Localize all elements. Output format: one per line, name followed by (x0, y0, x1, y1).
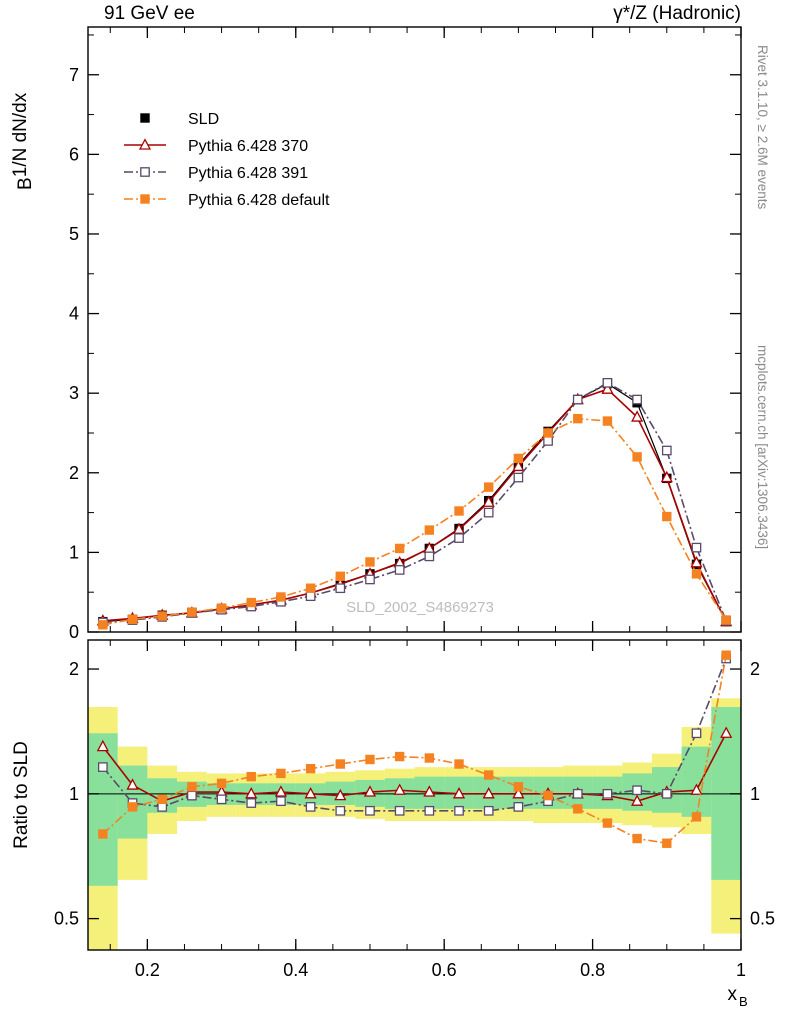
series-marker (544, 429, 552, 437)
series-marker (306, 592, 314, 600)
series-marker (692, 570, 700, 578)
series-marker (574, 790, 582, 798)
series-marker (188, 608, 196, 616)
series-marker (425, 552, 433, 560)
series-marker (366, 575, 374, 583)
series-marker (574, 414, 582, 422)
series-marker (514, 803, 522, 811)
header-left: 91 GeV ee (104, 3, 195, 24)
ratio-ytick-label: 1 (68, 783, 79, 804)
series-marker (128, 803, 136, 811)
series-marker (455, 807, 463, 815)
series-marker (336, 760, 344, 768)
ratio-xtick-label: 0.4 (283, 960, 309, 980)
series-line-pythia-6-428-default (103, 419, 726, 625)
series-marker (574, 805, 582, 813)
series-marker (485, 771, 493, 779)
ratio-xtick-label: 0.6 (431, 960, 457, 980)
series-marker (603, 379, 611, 387)
series-marker (277, 769, 285, 777)
main-ytick-label: 0 (68, 622, 79, 642)
series-marker (663, 512, 671, 520)
ratio-xtick-label: 0.2 (134, 960, 160, 980)
series-marker (514, 454, 522, 462)
series-marker (217, 779, 225, 787)
main-panel-frame (88, 27, 741, 632)
series-marker (395, 566, 403, 574)
main-ytick-label: 3 (68, 383, 79, 404)
series-marker (663, 790, 671, 798)
series-marker (633, 395, 641, 403)
legend-label-2: Pythia 6.428 391 (188, 165, 309, 182)
series-marker (395, 544, 403, 552)
series-marker (722, 616, 730, 624)
series-marker (574, 395, 582, 403)
series-marker (158, 795, 166, 803)
series-marker (217, 795, 225, 803)
series-marker (603, 417, 611, 425)
series-marker (99, 621, 107, 629)
legend-label-1: Pythia 6.428 370 (188, 138, 309, 155)
main-ylabel: 1/N dN/dx (10, 92, 31, 178)
series-marker (544, 437, 552, 445)
series-marker (455, 534, 463, 542)
legend-marker-2 (141, 168, 149, 176)
ratio-ytick-label: 2 (68, 659, 79, 680)
ratio-xtick-label: 0.8 (580, 960, 606, 980)
series-marker (366, 755, 374, 763)
series-marker (306, 584, 314, 592)
series-marker (425, 754, 433, 762)
series-marker (336, 584, 344, 592)
series-marker (544, 791, 552, 799)
main-ylabel-sub: B (15, 177, 36, 190)
series-marker (306, 803, 314, 811)
series-marker (603, 790, 611, 798)
side-label-mcplots: mcplots.cern.ch [arXiv:1306.3436] (755, 345, 770, 550)
series-marker (603, 819, 611, 827)
main-ytick-label: 2 (68, 462, 79, 483)
main-ytick-label: 5 (68, 223, 79, 244)
series-marker (722, 651, 730, 659)
legend-label-0: SLD (188, 111, 220, 128)
side-label-rivet: Rivet 3.1.10, ≥ 2.6M events (755, 45, 770, 210)
series-marker (336, 572, 344, 580)
main-ytick-label: 4 (68, 303, 79, 324)
series-marker (99, 830, 107, 838)
series-marker (455, 760, 463, 768)
series-marker (455, 507, 463, 515)
ratio-ytick-label-right: 2 (750, 659, 761, 680)
series-marker (217, 604, 225, 612)
series-marker (247, 799, 255, 807)
series-marker (514, 783, 522, 791)
series-marker (306, 764, 314, 772)
series-marker (158, 612, 166, 620)
series-marker (277, 593, 285, 601)
plot-watermark: SLD_2002_S4869273 (346, 599, 494, 616)
series-marker (425, 807, 433, 815)
series-marker (633, 834, 641, 842)
series-marker (277, 797, 285, 805)
ratio-ytick-label: 0.5 (53, 908, 79, 929)
ratio-band-inner (682, 747, 712, 817)
series-marker (247, 772, 255, 780)
series-marker (395, 752, 403, 760)
ratio-ytick-label-right: 0.5 (750, 908, 776, 929)
ratio-band-inner (88, 733, 118, 886)
legend-marker-0 (141, 114, 149, 122)
series-marker (128, 615, 136, 623)
main-ytick-label: 6 (68, 144, 79, 165)
series-marker (366, 807, 374, 815)
main-ytick-label: 7 (68, 64, 79, 85)
series-line-pythia-6-428-370 (103, 389, 726, 621)
xlabel: x (727, 984, 737, 1005)
series-marker (633, 453, 641, 461)
series-marker (336, 807, 344, 815)
series-marker (692, 543, 700, 551)
series-marker (485, 508, 493, 516)
legend-label-3: Pythia 6.428 default (188, 192, 330, 209)
series-marker (485, 807, 493, 815)
series-marker (663, 839, 671, 847)
series-marker (692, 813, 700, 821)
ratio-xtick-label: 1 (735, 960, 747, 980)
series-marker (663, 446, 671, 454)
series-marker (425, 526, 433, 534)
series-marker (99, 763, 107, 771)
series-marker (692, 729, 700, 737)
series-marker (395, 807, 403, 815)
series-marker (633, 786, 641, 794)
main-ytick-label: 1 (68, 542, 79, 563)
series-marker (485, 483, 493, 491)
header-right: γ*/Z (Hadronic) (613, 3, 741, 24)
series-marker (188, 783, 196, 791)
series-marker (366, 558, 374, 566)
xlabel-sub: B (739, 994, 748, 1009)
series-marker (514, 473, 522, 481)
ratio-ylabel: Ratio to SLD (11, 741, 32, 849)
series-marker (188, 791, 196, 799)
legend-marker-3 (141, 195, 149, 203)
ratio-ytick-label-right: 1 (750, 783, 761, 804)
series-marker (247, 598, 255, 606)
